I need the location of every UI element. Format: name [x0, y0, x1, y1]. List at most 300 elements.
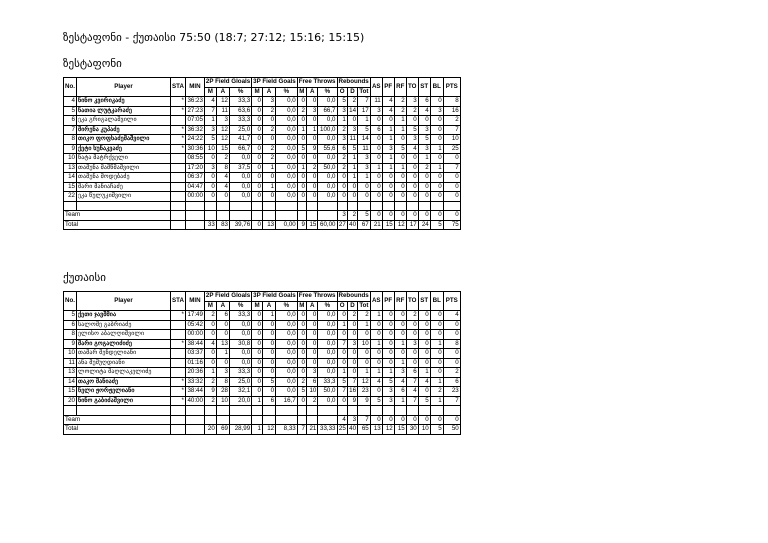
stat-cell: 3	[418, 144, 430, 154]
header-a: A	[262, 87, 275, 97]
stat-cell: 2	[347, 97, 357, 107]
stat-cell: 1	[430, 163, 443, 173]
stat-cell: 33,3	[229, 97, 251, 107]
stat-cell: 3	[370, 106, 382, 116]
stat-cell: 24:22	[185, 135, 204, 145]
player-name: ანა მუმუღდიანი	[77, 358, 171, 368]
stat-cell: 0	[418, 182, 430, 192]
stat-cell: 1	[394, 125, 406, 135]
starter-mark: *	[171, 97, 186, 107]
stat-cell: 3	[337, 106, 347, 116]
stat-cell: 2	[394, 106, 406, 116]
header-pct: %	[276, 301, 298, 311]
header-no: No.	[64, 78, 77, 97]
empty-cell	[382, 406, 394, 416]
stat-cell	[252, 415, 263, 425]
header-rf: RF	[394, 292, 406, 311]
stat-cell: 0	[252, 339, 263, 349]
stat-cell: 5	[358, 125, 371, 135]
stat-cell: 0,0	[318, 358, 337, 368]
stat-cell: 1	[297, 163, 306, 173]
stat-cell: 2	[358, 311, 371, 321]
stat-cell: 0	[443, 173, 460, 183]
stat-cell: 10	[443, 135, 460, 145]
stat-cell: 0,0	[276, 330, 298, 340]
stat-cell: 3	[382, 387, 394, 397]
stat-cell: 0	[418, 320, 430, 330]
stat-cell: 0	[418, 116, 430, 126]
stat-cell: 0,0	[229, 154, 251, 164]
stat-cell: 0	[252, 220, 263, 230]
stat-cell	[229, 415, 251, 425]
stat-cell: 0	[382, 349, 394, 359]
stat-cell: 67	[358, 220, 371, 230]
stat-cell: 11	[216, 106, 229, 116]
stat-cell: 0	[406, 116, 418, 126]
stat-cell: 2	[443, 116, 460, 126]
stat-cell: 0	[337, 358, 347, 368]
stat-cell: 6	[216, 311, 229, 321]
stat-cell: 66,7	[229, 144, 251, 154]
stat-cell: 3	[358, 154, 371, 164]
stat-cell: 2	[337, 154, 347, 164]
stat-cell: 0,00	[276, 220, 298, 230]
empty-cell	[358, 201, 371, 211]
header-tot: Tot	[359, 301, 369, 309]
header-st: ST	[418, 78, 430, 97]
player-name: მარი გოგალიძიძე	[77, 339, 171, 349]
total-row-label: Total	[64, 220, 171, 230]
stat-cell: 0	[382, 320, 394, 330]
stat-cell: 16,7	[276, 396, 298, 406]
stat-cell: 21	[370, 220, 382, 230]
stat-cell	[204, 415, 216, 425]
stat-cell: 1	[430, 396, 443, 406]
empty-cell	[337, 201, 347, 211]
empty-cell	[204, 406, 216, 416]
stat-cell: 03:37	[185, 349, 204, 359]
stat-cell: 0	[252, 144, 263, 154]
empty-cell	[185, 406, 204, 416]
stat-cell: 3	[406, 97, 418, 107]
stat-cell: 0	[262, 173, 275, 183]
stat-cell: 0	[418, 339, 430, 349]
header-st: ST	[418, 292, 430, 311]
stat-cell: 7	[443, 163, 460, 173]
stat-cell: 0	[418, 387, 430, 397]
stat-cell: 0	[406, 163, 418, 173]
player-row	[64, 339, 461, 349]
stat-cell: 1	[430, 144, 443, 154]
stat-cell: 2	[406, 311, 418, 321]
stat-cell: 01:16	[185, 358, 204, 368]
stat-cell: 0	[347, 192, 357, 202]
stat-cell: 2	[204, 377, 216, 387]
team-name-home: ზესტაფონი	[63, 57, 122, 70]
stat-cell	[185, 415, 204, 425]
stat-cell	[185, 211, 204, 221]
stat-cell: 0,0	[229, 330, 251, 340]
stat-cell	[318, 211, 337, 221]
stat-cell: 36:23	[185, 97, 204, 107]
empty-cell	[185, 201, 204, 211]
stat-cell: 0	[406, 211, 418, 221]
stat-cell: 0,0	[276, 311, 298, 321]
stat-cell: 0	[430, 125, 443, 135]
player-number: 15	[64, 387, 77, 397]
stat-cell: 0,0	[318, 192, 337, 202]
stat-cell: 0	[307, 358, 318, 368]
player-row	[64, 106, 461, 116]
stat-cell: 0,0	[276, 125, 298, 135]
stat-cell: 63,6	[229, 106, 251, 116]
stat-cell	[185, 425, 204, 435]
stat-cell: 0,0	[276, 358, 298, 368]
stat-cell: 0	[430, 116, 443, 126]
stat-cell: 0	[307, 182, 318, 192]
empty-cell	[77, 201, 171, 211]
stat-cell: 0	[252, 154, 263, 164]
header-m: M	[204, 87, 216, 97]
player-row	[64, 311, 461, 321]
stat-cell: 0	[337, 192, 347, 202]
stat-cell: 0	[252, 173, 263, 183]
header-min: MIN	[185, 292, 204, 311]
header-as: AS	[370, 78, 382, 97]
header-bl: BL	[430, 292, 443, 311]
stat-cell	[262, 211, 275, 221]
header-rf: RF	[394, 78, 406, 97]
stat-cell: 0	[370, 330, 382, 340]
stat-cell: 0	[252, 106, 263, 116]
stat-cell: 17	[358, 106, 371, 116]
stat-cell: 2	[337, 125, 347, 135]
stat-cell: 1	[370, 339, 382, 349]
stat-cell: 5	[297, 387, 306, 397]
team-row-label: Team	[64, 211, 171, 221]
stat-cell: 7	[204, 106, 216, 116]
empty-cell	[297, 201, 306, 211]
stat-cell: 24	[418, 220, 430, 230]
stat-cell: 0	[307, 330, 318, 340]
stat-cell: 3	[358, 163, 371, 173]
empty-cell	[394, 201, 406, 211]
stat-cell: 9	[347, 396, 357, 406]
player-name: თამუნა მამწმაშვილი	[77, 163, 171, 173]
stat-cell: 2	[406, 106, 418, 116]
stat-cell: 100,0	[318, 125, 337, 135]
stat-cell: 20,0	[229, 396, 251, 406]
player-row	[64, 377, 461, 387]
stat-cell: 0	[382, 211, 394, 221]
stat-cell: 0	[430, 320, 443, 330]
stat-cell	[297, 211, 306, 221]
stat-cell: 05:42	[185, 320, 204, 330]
stat-cell: 0	[418, 415, 430, 425]
stat-cell: 1	[382, 154, 394, 164]
stat-cell: 0,0	[229, 358, 251, 368]
stat-cell: 33,33	[318, 425, 337, 435]
stat-cell: 0	[418, 192, 430, 202]
stat-cell: 0	[216, 192, 229, 202]
player-row	[64, 387, 461, 397]
empty-cell	[171, 406, 186, 416]
stat-cell: 17	[406, 220, 418, 230]
header-fg3: 3P Field Goals	[253, 78, 296, 86]
stat-cell: 0	[418, 311, 430, 321]
stat-cell: 0	[406, 415, 418, 425]
stat-cell: 1	[262, 163, 275, 173]
header-o: O	[337, 301, 347, 311]
stat-cell: 0	[430, 173, 443, 183]
stat-cell: 0	[307, 339, 318, 349]
player-row	[64, 116, 461, 126]
stat-cell: 5	[406, 125, 418, 135]
stat-cell: 0	[418, 173, 430, 183]
player-number: 6	[64, 116, 77, 126]
stat-cell: 38:44	[185, 339, 204, 349]
stat-cell: 6	[307, 377, 318, 387]
starter-mark: *	[171, 339, 186, 349]
empty-cell	[337, 406, 347, 416]
stat-cell: 0,0	[229, 320, 251, 330]
stat-cell: 0	[382, 182, 394, 192]
stat-cell: 0	[394, 173, 406, 183]
empty-cell	[77, 406, 171, 416]
stat-cell	[276, 415, 298, 425]
stat-cell: 2	[443, 368, 460, 378]
header-row	[64, 78, 461, 88]
stat-cell: 4	[216, 182, 229, 192]
header-reb: Rebounds	[338, 78, 369, 86]
stat-cell	[307, 415, 318, 425]
player-number: 9	[64, 144, 77, 154]
player-number: 8	[64, 135, 77, 145]
stat-cell: 0	[262, 116, 275, 126]
header-a: A	[216, 301, 229, 311]
player-number: 10	[64, 349, 77, 359]
stat-cell	[171, 415, 186, 425]
stat-cell: 0	[358, 358, 371, 368]
stat-cell: 0	[252, 125, 263, 135]
boxscore-table-home	[63, 77, 461, 230]
stat-cell: 0	[443, 320, 460, 330]
empty-cell	[307, 406, 318, 416]
stat-cell: 12	[216, 97, 229, 107]
header-to: TO	[406, 78, 418, 97]
starter-mark: *	[171, 377, 186, 387]
stat-cell: 25	[338, 425, 346, 433]
stat-cell: 0	[370, 144, 382, 154]
stat-cell: 0,0	[318, 368, 337, 378]
header-fg2: 2P Field Gloals	[205, 292, 251, 300]
empty-cell	[216, 406, 229, 416]
starter-mark	[171, 154, 186, 164]
stat-cell: 3	[430, 106, 443, 116]
stat-cell: 0	[307, 97, 318, 107]
stat-cell: 0,0	[276, 339, 298, 349]
stat-cell: 8	[216, 163, 229, 173]
empty-cell	[406, 406, 418, 416]
header-pct: %	[229, 301, 251, 311]
stat-cell: 0,0	[276, 144, 298, 154]
stat-cell: 0	[430, 182, 443, 192]
stat-cell: 7	[358, 97, 371, 107]
stat-cell: 2	[337, 163, 347, 173]
stat-cell: 33,3	[229, 368, 251, 378]
blank-row	[64, 406, 461, 416]
stat-cell: 0,0	[318, 182, 337, 192]
stat-cell: 17:20	[185, 163, 204, 173]
stat-cell: 11	[347, 135, 357, 145]
stat-cell: 0	[370, 135, 382, 145]
stat-cell: 6	[337, 144, 347, 154]
player-row	[64, 182, 461, 192]
stat-cell: 0	[430, 330, 443, 340]
stat-cell: 37,5	[229, 163, 251, 173]
player-name: ეკა წულუკიშვილი	[77, 192, 171, 202]
stat-cell: 83	[216, 220, 229, 230]
stat-cell: 0,0	[276, 182, 298, 192]
stat-cell: 0	[262, 339, 275, 349]
stat-cell: 0	[382, 415, 394, 425]
stat-cell	[262, 415, 275, 425]
stat-cell: 0	[307, 154, 318, 164]
header-pct: %	[276, 87, 298, 97]
header-player: Player	[77, 78, 171, 97]
stat-cell: 0,0	[276, 116, 298, 126]
stat-cell: 0	[216, 358, 229, 368]
stat-cell: 0	[406, 349, 418, 359]
stat-cell: 0	[382, 358, 394, 368]
stat-cell: 28	[216, 387, 229, 397]
empty-cell	[418, 201, 430, 211]
stat-cell: 0	[443, 358, 460, 368]
player-name: თიკო ფოფხაძემაშვილი	[77, 135, 171, 145]
blank-row	[64, 201, 461, 211]
stat-cell: 0	[394, 330, 406, 340]
stat-cell: 21	[307, 425, 318, 435]
stat-cell: 25,0	[229, 377, 251, 387]
stat-cell: 3	[262, 97, 275, 107]
stat-cell: 0	[337, 182, 347, 192]
starter-mark	[171, 368, 186, 378]
stat-cell: 1	[430, 377, 443, 387]
player-number: 14	[64, 377, 77, 387]
stat-cell: 0	[418, 330, 430, 340]
stat-cell: 0	[252, 349, 263, 359]
stat-cell: 0	[252, 192, 263, 202]
stat-cell: 0	[252, 311, 263, 321]
stat-cell: 15	[216, 144, 229, 154]
header-ft: Free Throws	[298, 78, 336, 86]
stat-cell: 0,0	[276, 135, 298, 145]
player-row	[64, 135, 461, 145]
stat-cell: 4	[418, 377, 430, 387]
stat-cell: 0	[307, 311, 318, 321]
stat-cell: 10	[307, 387, 318, 397]
header-m: M	[297, 301, 306, 311]
stat-cell: 7	[337, 387, 347, 397]
stat-cell: 0,0	[229, 192, 251, 202]
empty-cell	[252, 201, 263, 211]
header-a: A	[307, 301, 318, 311]
stat-cell: 0,0	[276, 368, 298, 378]
player-row	[64, 144, 461, 154]
player-name: ელისო აბალღიშვილი	[77, 330, 171, 340]
stat-cell: 13	[216, 339, 229, 349]
stat-cell: 0,0	[318, 116, 337, 126]
stat-cell: 1	[347, 154, 357, 164]
stat-cell: 0	[358, 192, 371, 202]
player-number: 5	[64, 311, 77, 321]
empty-cell	[382, 201, 394, 211]
stat-cell: 3	[418, 125, 430, 135]
stat-cell: 4	[418, 106, 430, 116]
stat-cell: 0	[394, 320, 406, 330]
stat-cell: 0	[252, 163, 263, 173]
stat-cell: 69	[216, 425, 229, 435]
stat-cell: 0,0	[318, 154, 337, 164]
stat-cell: 0	[394, 182, 406, 192]
player-name: ნელი ჟორჟელიანი	[77, 387, 171, 397]
stat-cell: 5	[382, 377, 394, 387]
stat-cell: 0	[347, 368, 357, 378]
stat-cell: 13	[262, 220, 275, 230]
stat-cell: 9	[307, 144, 318, 154]
stat-cell: 3	[382, 144, 394, 154]
stat-cell: 0	[370, 154, 382, 164]
stat-cell: 20	[204, 425, 216, 435]
empty-cell	[430, 406, 443, 416]
stat-cell: 5	[370, 396, 382, 406]
player-number: 22	[64, 192, 77, 202]
stat-cell: 7	[347, 377, 357, 387]
stat-cell: 04:47	[185, 182, 204, 192]
stat-cell: 0	[297, 192, 306, 202]
empty-cell	[262, 201, 275, 211]
header-ft: Free Throws	[298, 292, 336, 300]
stat-cell: 28,99	[229, 425, 251, 435]
stat-cell: 0	[337, 396, 347, 406]
stat-cell: 55,6	[318, 144, 337, 154]
stat-cell: 0	[204, 192, 216, 202]
empty-cell	[443, 201, 460, 211]
stat-cell: 00:00	[185, 192, 204, 202]
player-row	[64, 358, 461, 368]
stat-cell: 0,0	[229, 182, 251, 192]
player-name: თამარ მენდელიანი	[77, 349, 171, 359]
header-pct: %	[318, 87, 337, 97]
player-name: ნატა მატრქველი	[77, 154, 171, 164]
stat-cell: 0	[382, 311, 394, 321]
stat-cell: 0	[358, 330, 371, 340]
starter-mark	[171, 182, 186, 192]
player-row	[64, 349, 461, 359]
stat-cell	[297, 415, 306, 425]
stat-cell: 06:37	[185, 173, 204, 183]
stat-cell: 1	[297, 125, 306, 135]
stat-cell: 6	[370, 125, 382, 135]
stat-cell: 40	[349, 425, 357, 433]
stat-cell: 10	[216, 396, 229, 406]
empty-cell	[229, 406, 251, 416]
stat-cell: 1	[204, 368, 216, 378]
empty-cell	[297, 406, 306, 416]
stat-cell: 66,7	[318, 106, 337, 116]
stat-cell: 0	[394, 415, 406, 425]
stat-cell: 12	[216, 125, 229, 135]
